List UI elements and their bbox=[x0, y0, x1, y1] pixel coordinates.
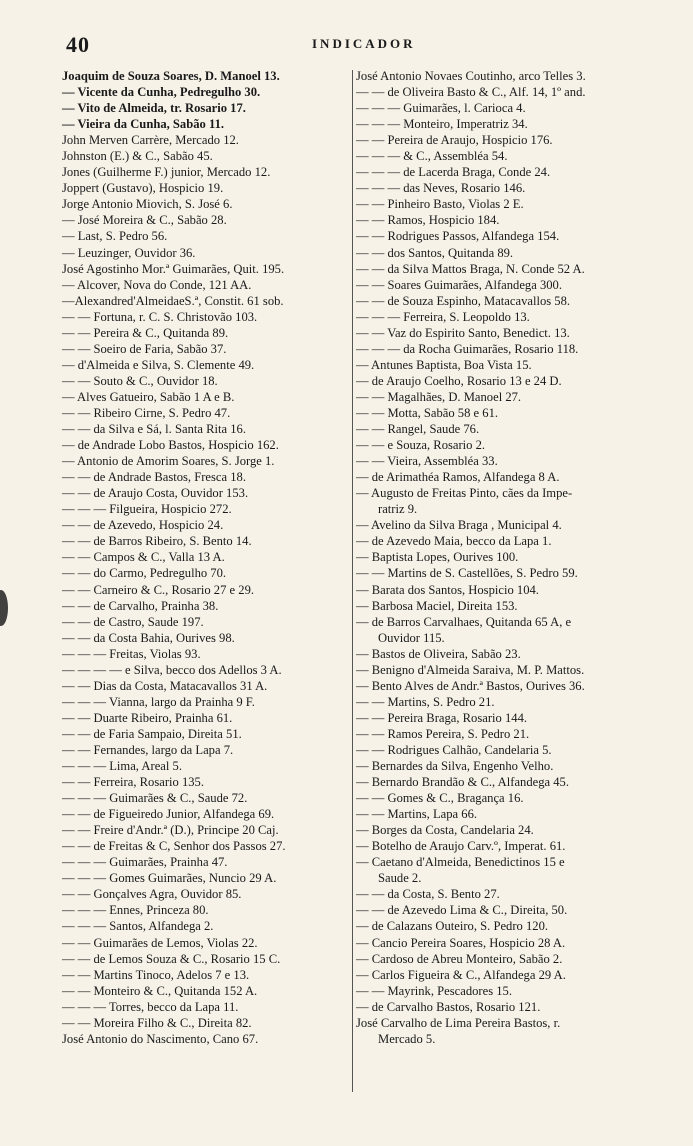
directory-entry: — — Rangel, Saude 76. bbox=[356, 422, 480, 437]
directory-entry: — — da Silva Mattos Braga, N. Conde 52 A. bbox=[356, 261, 585, 276]
directory-entry: — Bastos de Oliveira, Sabão 23. bbox=[356, 646, 521, 661]
directory-entry: Ouvidor 115. bbox=[378, 630, 445, 645]
directory-entry: — Vito de Almeida, tr. Rosario 17. bbox=[62, 101, 246, 116]
directory-entry: — — Fernandes, largo da Lapa 7. bbox=[62, 742, 234, 757]
directory-entry: — — Pereira & C., Quitanda 89. bbox=[62, 325, 229, 340]
column-divider bbox=[352, 70, 353, 1092]
directory-entry: — — — Gomes Guimarães, Nuncio 29 A. bbox=[62, 871, 277, 886]
directory-entry: — Antunes Baptista, Boa Vista 15. bbox=[356, 357, 532, 372]
directory-entry: — Caetano d'Almeida, Benedictinos 15 e bbox=[356, 855, 565, 870]
directory-entry: — — de Andrade Bastos, Fresca 18. bbox=[62, 470, 246, 485]
directory-entry: — Vicente da Cunha, Pedregulho 30. bbox=[62, 85, 261, 100]
directory-entry: — — — Lima, Areal 5. bbox=[62, 759, 182, 774]
directory-entry: — Bernardes da Silva, Engenho Velho. bbox=[356, 759, 554, 774]
directory-entry: José Antonio Novaes Coutinho, arco Telles 3. bbox=[356, 69, 586, 83]
directory-entry: — — Ferreira, Rosario 135. bbox=[62, 775, 204, 790]
directory-entry: — Barbosa Maciel, Direita 153. bbox=[356, 598, 518, 613]
directory-entry: — Benigno d'Almeida Saraiva, M. P. Mattos. bbox=[356, 662, 585, 677]
directory-entry: — — Martins, S. Pedro 21. bbox=[356, 694, 495, 709]
directory-entry: — — Ramos, Hospicio 184. bbox=[356, 213, 500, 228]
directory-entry: — Avelino da Silva Braga , Municipal 4. bbox=[356, 518, 562, 533]
directory-entry: — — Souto & C., Ouvidor 18. bbox=[62, 373, 218, 388]
directory-entry: — Augusto de Freitas Pinto, cães da Impe- bbox=[356, 486, 573, 501]
directory-entry: — — — da Rocha Guimarães, Rosario 118. bbox=[356, 341, 579, 356]
directory-entry: — — dos Santos, Quitanda 89. bbox=[356, 245, 514, 260]
directory-entry: — — Duarte Ribeiro, Prainha 61. bbox=[62, 710, 233, 725]
directory-entry: — — Rodrigues Calhão, Candelaria 5. bbox=[356, 742, 552, 757]
directory-entry: — — — & C., Assembléa 54. bbox=[356, 149, 508, 164]
directory-entry: — — de Castro, Saude 197. bbox=[62, 614, 204, 629]
directory-entry: — — de Figueiredo Junior, Alfandega 69. bbox=[62, 807, 275, 822]
directory-entry: — Borges da Costa, Candelaria 24. bbox=[356, 823, 534, 838]
directory-entry: — Baptista Lopes, Ourives 100. bbox=[356, 550, 519, 565]
directory-entry: — — — Freitas, Violas 93. bbox=[62, 646, 201, 661]
directory-entry: — de Barros Carvalhaes, Quitanda 65 A, e bbox=[356, 614, 572, 629]
directory-entry: — — Carneiro & C., Rosario 27 e 29. bbox=[62, 582, 255, 597]
directory-entry: — — — — e Silva, becco dos Adellos 3 A. bbox=[62, 662, 282, 677]
directory-entry: — — Fortuna, r. C. S. Christovão 103. bbox=[62, 309, 258, 324]
directory-entry: Joppert (Gustavo), Hospicio 19. bbox=[62, 181, 224, 196]
directory-entry: Mercado 5. bbox=[378, 1031, 436, 1046]
directory-entry: —Alexandred'AlmeidaeS.ª, Constit. 61 sob. bbox=[62, 293, 284, 308]
directory-entry: — — Martins de S. Castellões, S. Pedro 59. bbox=[356, 566, 578, 581]
directory-entry: — — Soeiro de Faria, Sabão 37. bbox=[62, 341, 227, 356]
directory-entry: — Alves Gatueiro, Sabão 1 A e B. bbox=[62, 389, 235, 404]
directory-entry: — — Motta, Sabão 58 e 61. bbox=[356, 405, 499, 420]
running-title: INDICADOR bbox=[312, 36, 416, 51]
directory-entry: — — Vieira, Assembléa 33. bbox=[356, 454, 498, 469]
directory-entry: — — de Faria Sampaio, Direita 51. bbox=[62, 726, 242, 741]
directory-entry: — de Carvalho Bastos, Rosario 121. bbox=[356, 999, 541, 1014]
directory-entry: — José Moreira & C., Sabão 28. bbox=[62, 213, 227, 228]
directory-entry: — de Araujo Coelho, Rosario 13 e 24 D. bbox=[356, 373, 562, 388]
directory-entry: — Last, S. Pedro 56. bbox=[62, 229, 168, 244]
directory-entry: José Carvalho de Lima Pereira Bastos, r. bbox=[356, 1015, 561, 1030]
right-column bbox=[356, 68, 678, 1047]
directory-entry: — — — Ennes, Princeza 80. bbox=[62, 903, 209, 918]
directory-entry: — de Andrade Lobo Bastos, Hospicio 162. bbox=[62, 438, 279, 453]
directory-entry: — — de Oliveira Basto & C., Alf. 14, 1º and. bbox=[356, 85, 586, 100]
margin-stain bbox=[0, 590, 8, 626]
directory-entry: — — Ribeiro Cirne, S. Pedro 47. bbox=[62, 405, 231, 420]
directory-entry: — — — Monteiro, Imperatriz 34. bbox=[356, 117, 528, 132]
directory-entry: Johnston (E.) & C., Sabão 45. bbox=[62, 149, 213, 164]
directory-entry: — — de Barros Ribeiro, S. Bento 14. bbox=[62, 534, 252, 549]
directory-entry: — — Moreira Filho & C., Direita 82. bbox=[62, 1015, 252, 1030]
directory-entry: — — Dias da Costa, Matacavallos 31 A. bbox=[62, 678, 268, 693]
directory-entry: — — da Costa Bahia, Ourives 98. bbox=[62, 630, 235, 645]
directory-entry: — Cancio Pereira Soares, Hospicio 28 A. bbox=[356, 935, 566, 950]
directory-entry: — Antonio de Amorim Soares, S. Jorge 1. bbox=[62, 454, 275, 469]
directory-entry: — Cardoso de Abreu Monteiro, Sabão 2. bbox=[356, 951, 563, 966]
directory-entry: — Bento Alves de Andr.ª Bastos, Ourives 36. bbox=[356, 678, 585, 693]
directory-entry: Jorge Antonio Miovich, S. José 6. bbox=[62, 197, 233, 212]
directory-entry: — — Pinheiro Basto, Violas 2 E. bbox=[356, 197, 524, 212]
directory-entry: — — de Araujo Costa, Ouvidor 153. bbox=[62, 486, 249, 501]
directory-entry: John Merven Carrère, Mercado 12. bbox=[62, 133, 239, 148]
directory-entry: — — de Freitas & C, Senhor dos Passos 27. bbox=[62, 839, 286, 854]
directory-entry: — — Magalhães, D. Manoel 27. bbox=[356, 389, 522, 404]
directory-entry: — d'Almeida e Silva, S. Clemente 49. bbox=[62, 357, 255, 372]
directory-entry: — — de Azevedo Lima & C., Direita, 50. bbox=[356, 903, 568, 918]
directory-entry: — — Campos & C., Valla 13 A. bbox=[62, 550, 225, 565]
directory-entry: — — de Azevedo, Hospicio 24. bbox=[62, 518, 224, 533]
page-number: 40 bbox=[66, 32, 90, 57]
directory-entry: — — Martins Tinoco, Adelos 7 e 13. bbox=[62, 967, 250, 982]
directory-entry: — — Vaz do Espirito Santo, Benedict. 13. bbox=[356, 325, 570, 340]
directory-entry: — — Mayrink, Pescadores 15. bbox=[356, 983, 512, 998]
directory-entry: — — Gonçalves Agra, Ouvidor 85. bbox=[62, 887, 242, 902]
directory-entry: — — Pereira de Araujo, Hospicio 176. bbox=[356, 133, 553, 148]
directory-entry: — Vieira da Cunha, Sabão 11. bbox=[62, 117, 225, 132]
left-column bbox=[62, 68, 350, 1047]
directory-entry: — — Martins, Lapa 66. bbox=[356, 807, 478, 822]
directory-entry: — — — Vianna, largo da Prainha 9 F. bbox=[62, 694, 255, 709]
directory-entry: — — — de Lacerda Braga, Conde 24. bbox=[356, 165, 551, 180]
directory-entry: — de Arimathéa Ramos, Alfandega 8 A. bbox=[356, 470, 560, 485]
directory-entry: — — do Carmo, Pedregulho 70. bbox=[62, 566, 227, 581]
directory-entry: Jones (Guilherme F.) junior, Mercado 12. bbox=[62, 165, 271, 180]
directory-entry: — — da Silva e Sá, l. Santa Rita 16. bbox=[62, 422, 246, 437]
directory-entry: — — — Torres, becco da Lapa 11. bbox=[62, 999, 239, 1014]
directory-entry: — — — Guimarães, Prainha 47. bbox=[62, 855, 228, 870]
directory-entry: — de Calazans Outeiro, S. Pedro 120. bbox=[356, 919, 549, 934]
directory-entry: — — Monteiro & C., Quitanda 152 A. bbox=[62, 983, 258, 998]
directory-entry: — — da Costa, S. Bento 27. bbox=[356, 887, 500, 902]
directory-entry: José Agostinho Mor.ª Guimarães, Quit. 195. bbox=[62, 261, 285, 276]
directory-entry: — — Ramos Pereira, S. Pedro 21. bbox=[356, 726, 530, 741]
directory-entry: — — — Guimarães & C., Saude 72. bbox=[62, 791, 248, 806]
directory-entry: — Leuzinger, Ouvidor 36. bbox=[62, 245, 196, 260]
directory-entry: — — e Souza, Rosario 2. bbox=[356, 438, 486, 453]
directory-entry: Joaquim de Souza Soares, D. Manoel 13. bbox=[62, 69, 280, 83]
directory-entry: — — Pereira Braga, Rosario 144. bbox=[356, 710, 528, 725]
directory-entry: — Carlos Figueira & C., Alfandega 29 A. bbox=[356, 967, 566, 982]
directory-entry: — — de Souza Espinho, Matacavallos 58. bbox=[356, 293, 571, 308]
directory-entry: — — de Lemos Souza & C., Rosario 15 C. bbox=[62, 951, 281, 966]
directory-entry: — — Rodrigues Passos, Alfandega 154. bbox=[356, 229, 560, 244]
directory-entry: ratriz 9. bbox=[378, 502, 418, 517]
directory-entry: — — — das Neves, Rosario 146. bbox=[356, 181, 526, 196]
directory-entry: José Antonio do Nascimento, Cano 67. bbox=[62, 1031, 259, 1046]
directory-entry: — Alcover, Nova do Conde, 121 AA. bbox=[62, 277, 252, 292]
directory-entry: Saude 2. bbox=[378, 871, 422, 886]
directory-entry: — — Guimarães de Lemos, Violas 22. bbox=[62, 935, 258, 950]
directory-entry: — — Freire d'Andr.ª (D.), Principe 20 Caj. bbox=[62, 823, 279, 838]
page-header bbox=[0, 30, 693, 60]
directory-entry: — — — Guimarães, l. Carioca 4. bbox=[356, 101, 526, 116]
directory-entry: — Botelho de Araujo Carv.º, Imperat. 61. bbox=[356, 839, 566, 854]
directory-entry: — Barata dos Santos, Hospicio 104. bbox=[356, 582, 539, 597]
directory-entry: — — Gomes & C., Bragança 16. bbox=[356, 791, 524, 806]
directory-entry: — Bernardo Brandão & C., Alfandega 45. bbox=[356, 775, 569, 790]
directory-entry: — — — Santos, Alfandega 2. bbox=[62, 919, 214, 934]
directory-entry: — — Soares Guimarães, Alfandega 300. bbox=[356, 277, 562, 292]
directory-entry: — — de Carvalho, Prainha 38. bbox=[62, 598, 219, 613]
directory-entry: — — — Filgueira, Hospicio 272. bbox=[62, 502, 232, 517]
directory-entry: — de Azevedo Maia, becco da Lapa 1. bbox=[356, 534, 552, 549]
directory-entry: — — — Ferreira, S. Leopoldo 13. bbox=[356, 309, 530, 324]
